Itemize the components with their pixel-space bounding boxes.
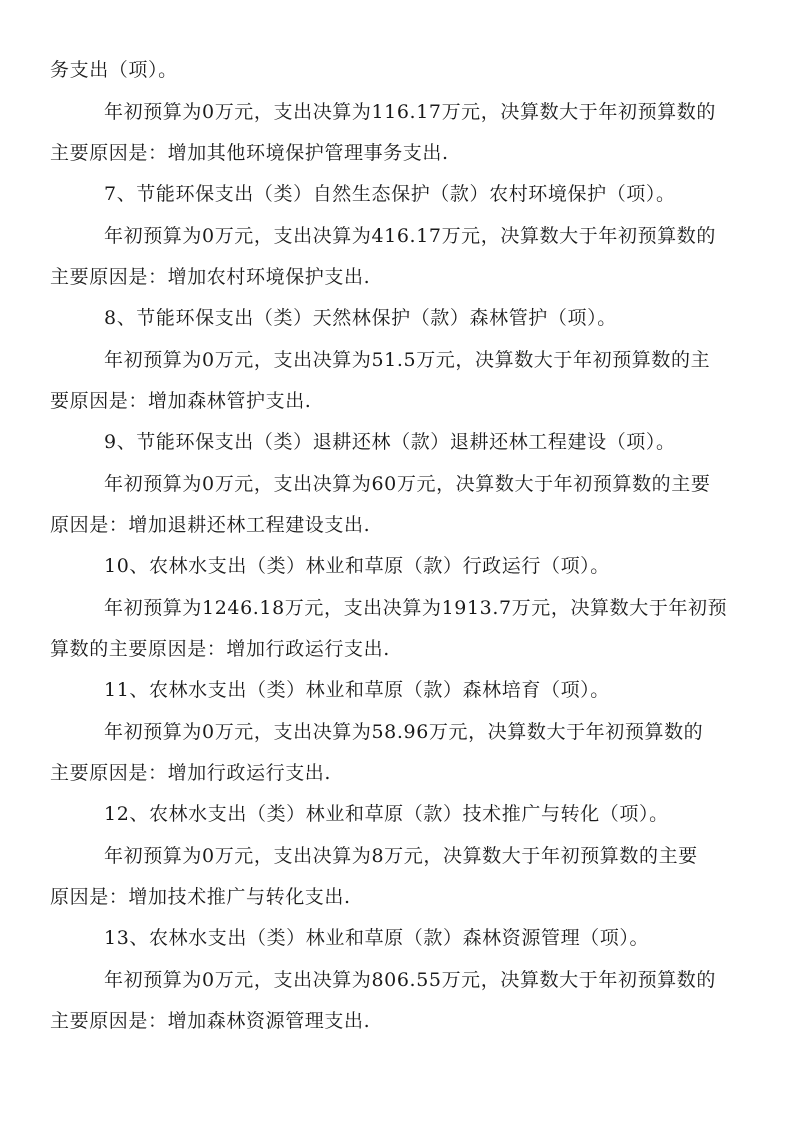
text-line: 要原因是：增加森林管护支出.: [50, 390, 312, 412]
text-line: 年初预算为0万元，支出决算为8万元，决算数大于年初预算数的主要: [104, 845, 698, 867]
text-line: 算数的主要原因是：增加行政运行支出.: [50, 638, 390, 660]
heading-item-10: 10、农林水支出（类）林业和草原（款）行政运行（项）。: [104, 555, 610, 577]
heading-item-7: 7、节能环保支出（类）自然生态保护（款）农村环境保护（项）。: [104, 183, 676, 205]
text-line: 原因是：增加技术推广与转化支出.: [50, 886, 351, 908]
heading-item-13: 13、农林水支出（类）林业和草原（款）森林资源管理（项）。: [104, 927, 650, 949]
text-line: 主要原因是：增加森林资源管理支出.: [50, 1010, 371, 1032]
heading-item-9: 9、节能环保支出（类）退耕还林（款）退耕还林工程建设（项）。: [104, 431, 676, 453]
text-line: 年初预算为0万元，支出决算为416.17万元，决算数大于年初预算数的: [104, 225, 716, 247]
text-line: 年初预算为0万元，支出决算为51.5万元，决算数大于年初预算数的主: [104, 349, 711, 371]
heading-item-11: 11、农林水支出（类）林业和草原（款）森林培育（项）。: [104, 679, 610, 701]
text-line: 年初预算为0万元，支出决算为58.96万元，决算数大于年初预算数的: [104, 721, 704, 743]
text-line: 主要原因是：增加行政运行支出.: [50, 762, 332, 784]
text-line: 年初预算为0万元，支出决算为806.55万元，决算数大于年初预算数的: [104, 969, 716, 991]
text-line: 主要原因是：增加农村环境保护支出.: [50, 266, 371, 288]
heading-item-12: 12、农林水支出（类）林业和草原（款）技术推广与转化（项）。: [104, 803, 669, 825]
text-line: 年初预算为1246.18万元，支出决算为1913.7万元，决算数大于年初预: [104, 597, 728, 619]
text-line: 年初预算为0万元，支出决算为60万元，决算数大于年初预算数的主要: [104, 473, 711, 495]
text-line: 年初预算为0万元，支出决算为116.17万元，决算数大于年初预算数的: [104, 101, 716, 123]
text-line: 主要原因是：增加其他环境保护管理事务支出.: [50, 142, 449, 164]
text-line: 务支出（项）。: [50, 59, 178, 81]
text-line: 原因是：增加退耕还林工程建设支出.: [50, 514, 371, 536]
heading-item-8: 8、节能环保支出（类）天然林保护（款）森林管护（项）。: [104, 307, 617, 329]
